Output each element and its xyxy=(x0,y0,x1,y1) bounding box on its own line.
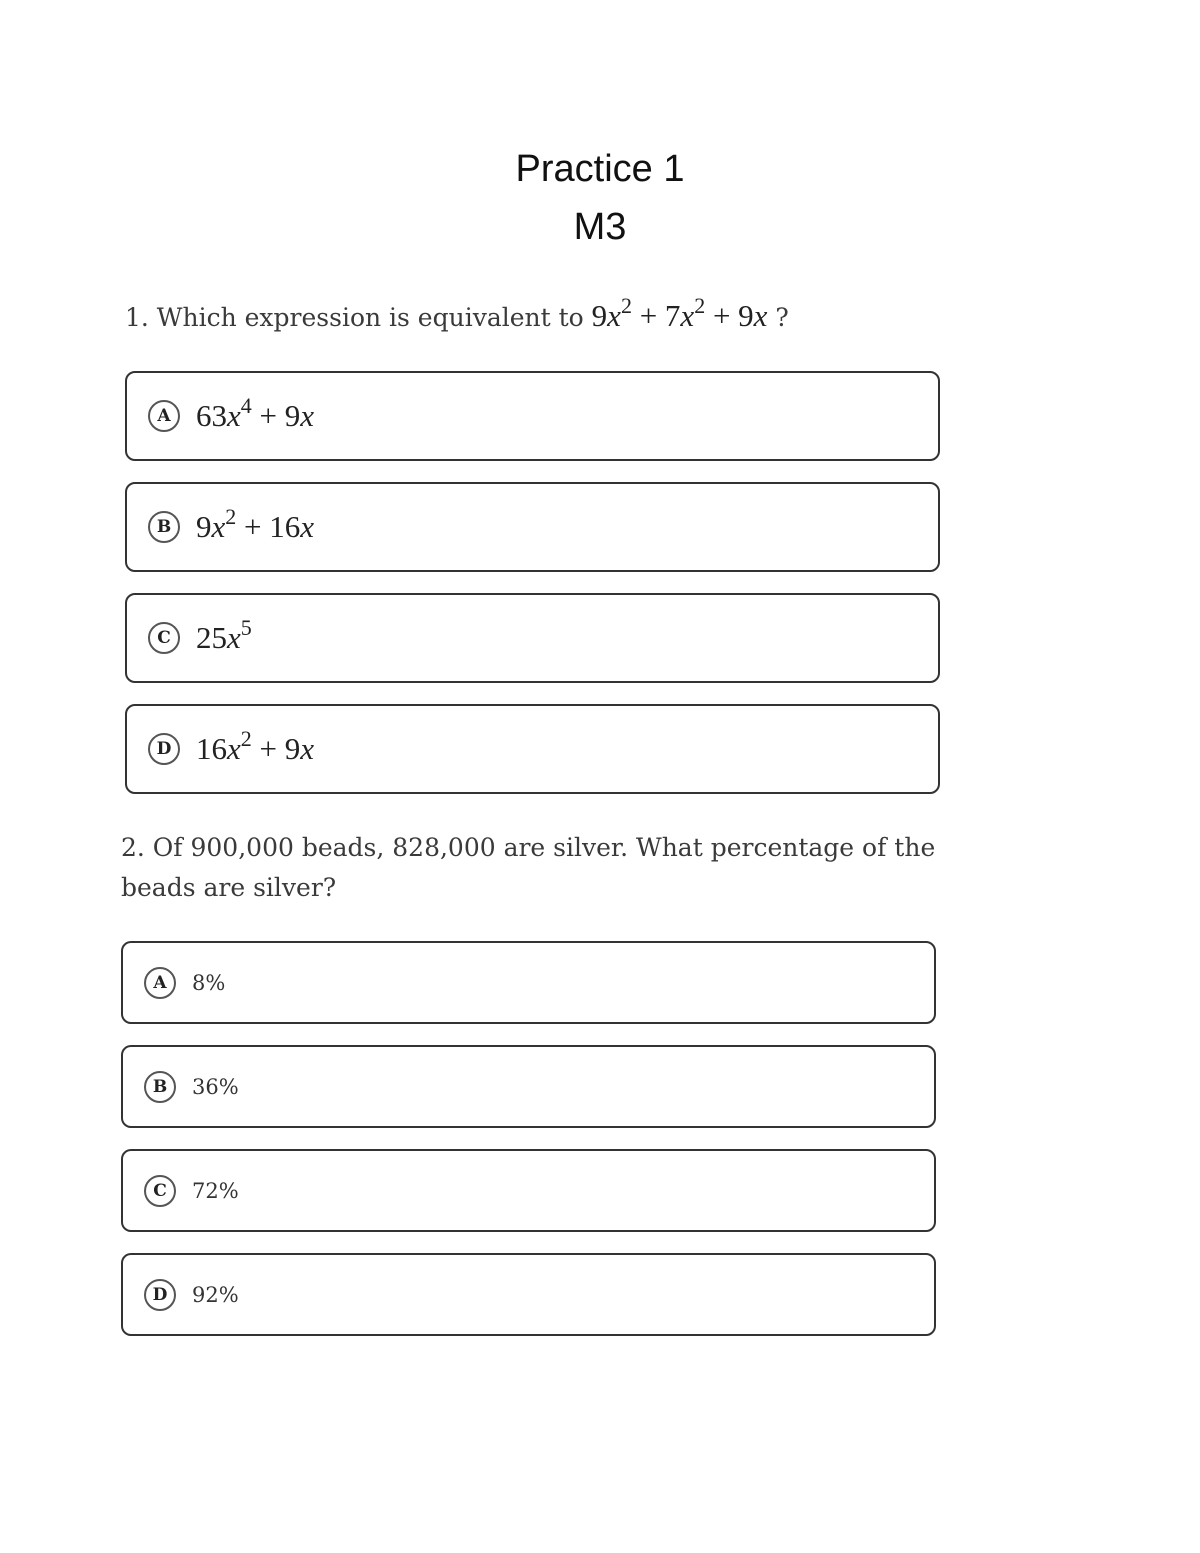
answer-option-b[interactable] xyxy=(121,1045,936,1128)
answer-text: 36% xyxy=(192,1074,239,1099)
question-2-line-1: 2. Of 900,000 beads, 828,000 are silver. What percentage of the xyxy=(121,833,936,862)
math-exponent: 2 xyxy=(694,293,706,318)
choice-letter-badge: B xyxy=(144,1071,176,1103)
math-exponent: 4 xyxy=(240,393,252,418)
question-1-suffix: ? xyxy=(767,303,789,332)
answer-option-b[interactable] xyxy=(125,482,940,572)
answer-option-a[interactable] xyxy=(125,371,940,461)
math-variable: x xyxy=(227,620,241,655)
math-variable: x xyxy=(227,398,241,433)
answer-expression xyxy=(196,504,315,545)
answer-text: 92% xyxy=(192,1282,239,1307)
question-2-line-2: beads are silver? xyxy=(121,873,337,902)
math-variable: x xyxy=(607,298,621,333)
answer-text: 72% xyxy=(192,1178,239,1203)
question-2 xyxy=(121,828,935,908)
answer-option-d[interactable] xyxy=(121,1253,936,1336)
math-operator: + xyxy=(251,731,285,766)
question-1-text: 1. Which expression is equivalent to xyxy=(125,303,584,332)
math-operator: + xyxy=(631,298,665,333)
page-title: Practice 1 xyxy=(515,148,685,190)
answer-text: 8% xyxy=(192,970,226,995)
math-coefficient: 63 xyxy=(196,398,227,433)
choice-letter-badge: D xyxy=(144,1279,176,1311)
math-coefficient: 9 xyxy=(196,509,212,544)
math-variable: x xyxy=(300,398,315,433)
math-variable: x xyxy=(300,731,315,766)
answer-option-d[interactable] xyxy=(125,704,940,794)
math-coefficient: 9 xyxy=(738,298,754,333)
math-operator: + xyxy=(251,398,285,433)
answer-expression xyxy=(196,615,252,656)
choice-letter-badge: D xyxy=(148,733,180,765)
math-operator: + xyxy=(236,509,270,544)
math-variable: x xyxy=(680,298,695,333)
math-exponent: 2 xyxy=(620,293,632,318)
choice-letter-badge: C xyxy=(144,1175,176,1207)
math-coefficient: 9 xyxy=(284,731,301,766)
answer-option-c[interactable] xyxy=(121,1149,936,1232)
choice-letter-badge: C xyxy=(148,622,180,654)
math-exponent: 2 xyxy=(225,504,237,529)
math-coefficient: 7 xyxy=(664,298,681,333)
answer-option-a[interactable] xyxy=(121,941,936,1024)
choice-letter-badge: B xyxy=(148,511,180,543)
math-exponent: 2 xyxy=(240,726,252,751)
math-variable: x xyxy=(211,509,226,544)
math-coefficient: 9 xyxy=(284,398,301,433)
math-operator: + xyxy=(705,298,739,333)
math-coefficient: 16 xyxy=(196,731,227,766)
math-variable: x xyxy=(227,731,241,766)
math-coefficient: 25 xyxy=(196,620,227,655)
choice-letter-badge: A xyxy=(144,967,176,999)
choice-letter-badge: A xyxy=(148,400,180,432)
math-variable: x xyxy=(753,298,768,333)
math-coefficient: 9 xyxy=(591,298,608,333)
math-variable: x xyxy=(300,509,315,544)
math-exponent: 5 xyxy=(240,615,252,640)
question-1-expression xyxy=(591,293,768,333)
page-subtitle: M3 xyxy=(573,206,627,248)
math-coefficient: 16 xyxy=(269,509,301,544)
answer-expression xyxy=(196,393,315,434)
answer-option-c[interactable] xyxy=(125,593,940,683)
question-1 xyxy=(125,293,789,338)
answer-expression xyxy=(196,726,315,767)
